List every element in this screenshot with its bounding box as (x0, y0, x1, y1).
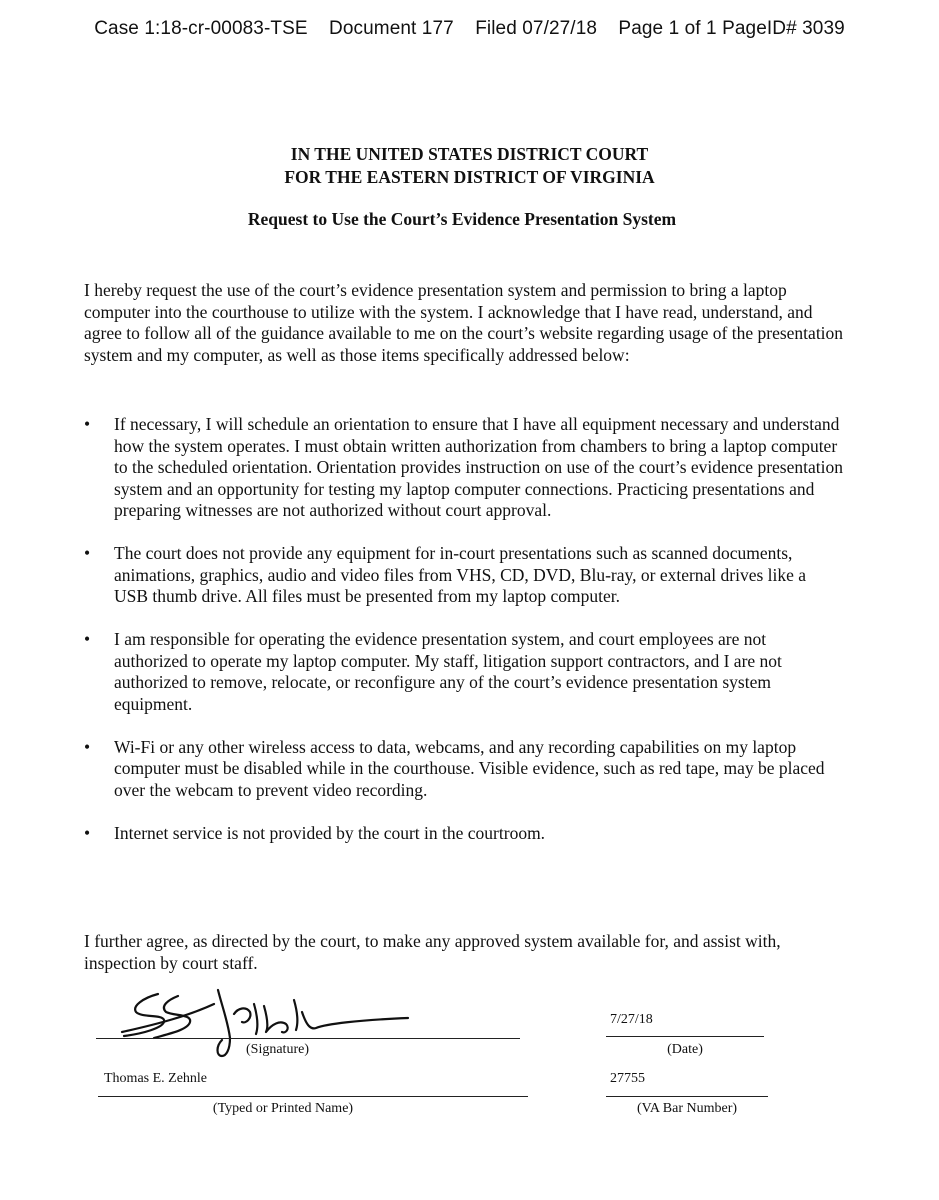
list-item (84, 414, 844, 522)
date-value: 7/27/18 (610, 1012, 653, 1027)
bar-number-label: (VA Bar Number) (636, 1101, 738, 1116)
bullet-symbol: • (84, 414, 91, 434)
list-item-text: The court does not provide any equipment for in-court presentations such as scanned documents, animations, graphics, audio and video files from VHS, CD, DVD, Blu-ray, or external drives like a USB thumb drive. All files must be presented from my laptop computer. (114, 543, 807, 606)
bar-number-line (606, 1096, 768, 1097)
list-item (84, 737, 844, 802)
intro-paragraph: I hereby request the use of the court’s evidence presentation system and permission to bring a laptop computer into the courthouse to utilize with the system. I acknowledge that I have read, understand, and agree to follow all of the guidance available to me on the court’s website regarding usage of the presentation system and my computer, as well as those items specifically addressed below: (84, 280, 844, 365)
list-item (84, 823, 844, 845)
printed-name-line (98, 1096, 528, 1097)
bullet-symbol: • (84, 736, 91, 757)
list-item-text: Internet service is not provided by the court in the courtroom. (114, 822, 546, 843)
document-title: Request to Use the Court’s Evidence Presentation System (247, 209, 677, 229)
list-item (84, 629, 844, 715)
list-item-text: If necessary, I will schedule an orientation to ensure that I have all equipment necessary and understand how the system operates. I must obtain written authorization from chambers to bring a laptop computer to the scheduled orientation. Orientation provides instruction on use of the court’s evidence presentation system and an opportunity for testing my laptop computer connections. Practicing presentations and preparing witnesses are not authorized without court approval. (114, 414, 843, 520)
signature-line (96, 1038, 520, 1039)
bullet-symbol: • (84, 629, 91, 649)
document-number: Document 177 (329, 18, 454, 39)
list-item (84, 543, 844, 608)
court-line-1: IN THE UNITED STATES DISTRICT COURT (290, 144, 649, 164)
page-info: Page 1 of 1 PageID# 3039 (618, 18, 845, 39)
list-item-text: Wi-Fi or any other wireless access to data, webcams, and any recording capabilities on my laptop computer must be disabled while in the courthouse. Visible evidence, such as red tape, may be placed over the webcam to prevent video recording. (114, 736, 825, 800)
bullet-symbol: • (84, 822, 91, 843)
closing-paragraph: I further agree, as directed by the court, to make any approved system available for, and assist with, inspection by court staff. (84, 931, 781, 973)
case-number: Case 1:18-cr-00083-TSE (94, 18, 308, 39)
date-label: (Date) (667, 1042, 703, 1057)
filing-header (0, 18, 939, 40)
terms-list (84, 414, 844, 866)
signature-label: (Signature) (246, 1042, 309, 1057)
date-line (606, 1036, 764, 1037)
court-line-2: FOR THE EASTERN DISTRICT OF VIRGINIA (284, 167, 655, 187)
bar-number-value: 27755 (610, 1071, 645, 1086)
bullet-symbol: • (84, 543, 91, 563)
list-item-text: I am responsible for operating the evidence presentation system, and court employees are not authorized to operate my laptop computer. My staff, litigation support contractors, and I are not authorized to remove, relocate, or reconfigure any of the court’s evidence presentation system equipment. (114, 629, 782, 714)
court-caption (0, 143, 939, 189)
filed-date: Filed 07/27/18 (475, 18, 598, 39)
printed-name-label: (Typed or Printed Name) (212, 1101, 354, 1116)
printed-name-value: Thomas E. Zehnle (104, 1071, 208, 1086)
